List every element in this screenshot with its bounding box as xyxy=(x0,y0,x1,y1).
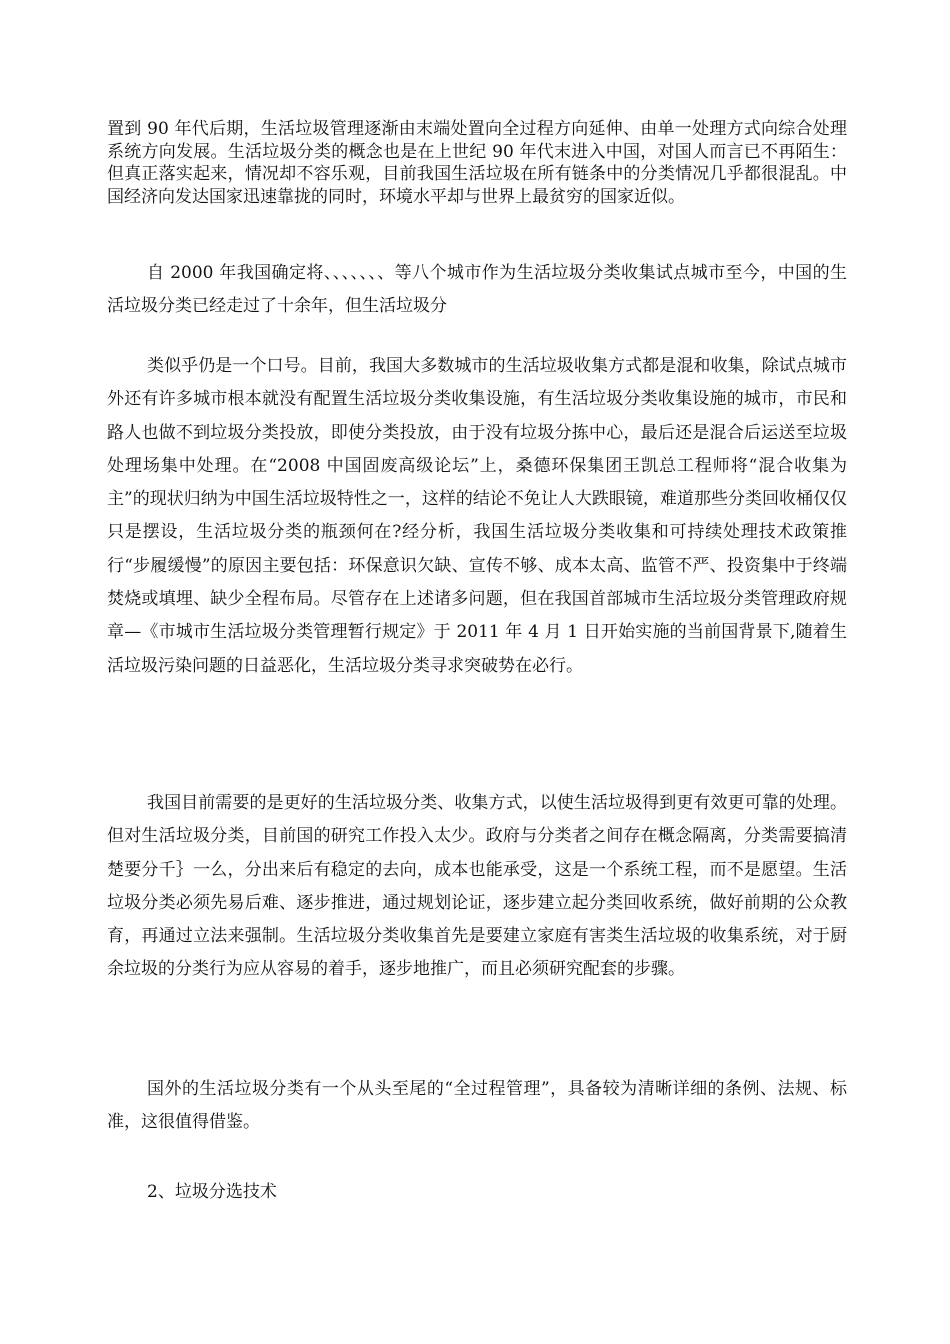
paragraph-2: 自 2000 年我国确定将、、、、、、、等八个城市作为生活垃圾分类收集试点城市至今，中国的生活垃圾分类已经走过了十余年，但生活垃圾分 xyxy=(107,263,847,317)
paragraph-4: 我国目前需要的是更好的生活垃圾分类、收集方式，以使生活垃圾得到更有效更可靠的处理。但对生活垃圾分类，目前国的研究工作投入太少。政府与分类者之间存在概念隔离，分类需要搞清楚要分千｝一么，分出来后有稳定的去向，成本也能承受，这是一个系统工程，而不是愿望。生活垃圾分类必须先易后难、逐步推进，通过规划论证，逐步建立起分类回收系统，做好前期的公众教育，再通过立法来强制。生活垃圾分类收集首先是要建立家庭有害类生活垃圾的收集系统，对于厨余垃圾的分类行为应从容易的着手，逐步地推广，而且必须研究配套的步骤。 xyxy=(107,793,847,980)
paragraph-5: 国外的生活垃圾分类有一个从头至尾的“全过程管理”，具备较为清晰详细的条例、法规、标准，这很值得借鉴。 xyxy=(107,1079,847,1133)
section-heading: 2、垃圾分选技术 xyxy=(147,1182,277,1202)
paragraph-1: 置到 90 年代后期，生活垃圾管理逐渐由末端处置向全过程方向延伸、由单一处理方式向综合处理系统方向发展。生活垃圾分类的概念也是在上世纪 90 年代末进入中国，对国人而言已不再陌生：但真正落实起来，情况却不容乐观，目前我国生活垃圾在所有链条中的分类情况几乎都很混乱。中国经济向发达国家迅速靠拢的同时，环境水平却与世界上最贫穷的国家近似。 xyxy=(107,119,847,207)
paragraph-3: 类似乎仍是一个口号。目前，我国大多数城市的生活垃圾收集方式都是混和收集，除试点城市外还有许多城市根本就没有配置生活垃圾分类收集设施，有生活垃圾分类收集设施的城市，市民和路人也做不到垃圾分类投放，即使分类投放，由于没有垃圾分拣中心，最后还是混合后运送至垃圾处理场集中处理。在“2008 中国固废高级论坛”上，桑德环保集团王凯总工程师将“混合收集为主”的现状归纳为中国生活垃圾特性之一，这样的结论不免让人大跌眼镜，难道那些分类回收桶仅仅只是摆设，生活垃圾分类的瓶颈何在?经分析，我国生活垃圾分类收集和可持续处理技术政策推行“步履缓慢”的原因主要包括：环保意识欠缺、宣传不够、成本太高、监管不严、投资集中于终端焚烧或填埋、缺少全程布局。尽管存在上述诸多问题，但在我国首部城市生活垃圾分类管理政府规章—《市城市生活垃圾分类管理暂行规定》于 2011 年 4 月 1 日开始实施的当前国背景下,随着生活垃圾污染问题的日益恶化，生活垃圾分类寻求突破势在必行。 xyxy=(107,356,847,676)
